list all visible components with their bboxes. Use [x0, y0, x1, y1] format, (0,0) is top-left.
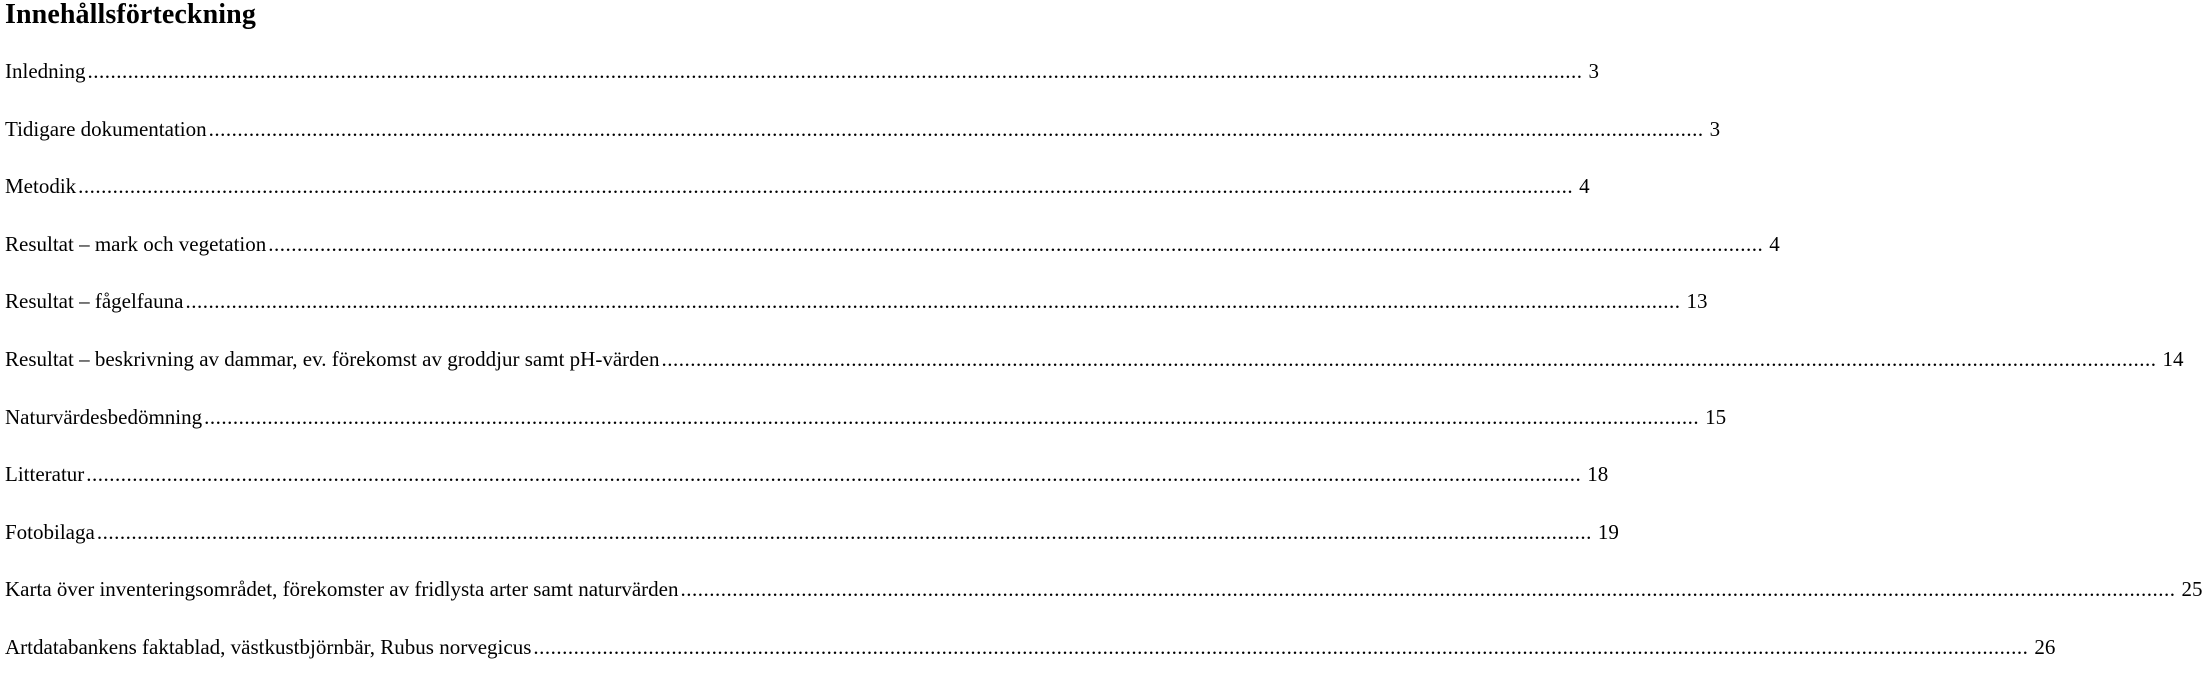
toc-dot-leader: .................................................................................................................................................................................................................................................................... [268, 231, 1764, 256]
toc-entry[interactable] [5, 225, 1780, 283]
toc-entry-label: Naturvärdesbedömning [5, 404, 203, 429]
toc-entry-page: 3 [1588, 59, 1599, 83]
toc-entry-label: Resultat – fågelfauna [5, 289, 184, 314]
toc-dot-leader: .................................................................................................................................................................................................................................................................... [185, 289, 1681, 314]
toc-entry-page: 19 [1597, 519, 1619, 544]
toc-entry[interactable] [5, 110, 1721, 168]
toc-entry-label: Karta över inventeringsområdet, förekomster av fridlysta arter samt naturvärden [5, 577, 679, 602]
toc-entry[interactable] [5, 282, 1708, 340]
toc-entry-label: Fotobilaga [5, 519, 95, 544]
toc-entry[interactable] [5, 513, 1619, 571]
toc-entry-label: Resultat – mark och vegetation [5, 231, 267, 256]
toc-entry-page: 26 [2034, 634, 2056, 659]
toc-entry-label: Tidigare dokumentation [5, 116, 207, 141]
toc-entry-label: Resultat – beskrivning av dammar, ev. förekomst av groddjur samt pH-värden [5, 346, 660, 371]
toc-entry-label: Inledning [5, 59, 86, 83]
toc-entry-page: 13 [1686, 289, 1708, 314]
toc-entry[interactable] [5, 398, 1727, 456]
toc-entry-page: 3 [1709, 116, 1721, 141]
toc-entry[interactable] [5, 167, 1590, 225]
toc-entry-page: 18 [1587, 462, 1609, 487]
toc-dot-leader: .................................................................................................................................................................................................................................................................... [661, 346, 2157, 371]
toc-entry-label: Metodik [5, 174, 77, 199]
toc-entry[interactable] [5, 455, 1609, 513]
toc-entry[interactable] [5, 52, 1599, 110]
toc-dot-leader: .................................................................................................................................................................................................................................................................... [680, 577, 2176, 602]
toc-entry[interactable] [5, 628, 2056, 686]
toc-entry-label: Litteratur [5, 462, 85, 487]
toc-dot-leader: .................................................................................................................................................................................................................................................................... [87, 59, 1583, 83]
toc-list [5, 52, 2203, 686]
toc-dot-leader: .................................................................................................................................................................................................................................................................... [86, 462, 1582, 487]
toc-dot-leader: .................................................................................................................................................................................................................................................................... [78, 174, 1574, 199]
toc-title: Innehållsförteckning [5, 0, 256, 30]
toc-entry-label: Artdatabankens faktablad, västkustbjörnbär, Rubus norvegicus [5, 634, 532, 659]
toc-entry-page: 15 [1705, 404, 1727, 429]
toc-entry-page: 4 [1769, 231, 1780, 256]
toc-entry-page: 4 [1579, 174, 1590, 199]
toc-dot-leader: .................................................................................................................................................................................................................................................................... [533, 634, 2029, 659]
toc-entry-page: 25 [2181, 577, 2203, 602]
toc-entry[interactable] [5, 340, 2184, 398]
toc-entry-page: 14 [2162, 346, 2184, 371]
toc-entry[interactable] [5, 570, 2203, 628]
toc-dot-leader: .................................................................................................................................................................................................................................................................... [208, 116, 1704, 141]
toc-dot-leader: .................................................................................................................................................................................................................................................................... [96, 519, 1592, 544]
toc-dot-leader: .................................................................................................................................................................................................................................................................... [204, 404, 1700, 429]
